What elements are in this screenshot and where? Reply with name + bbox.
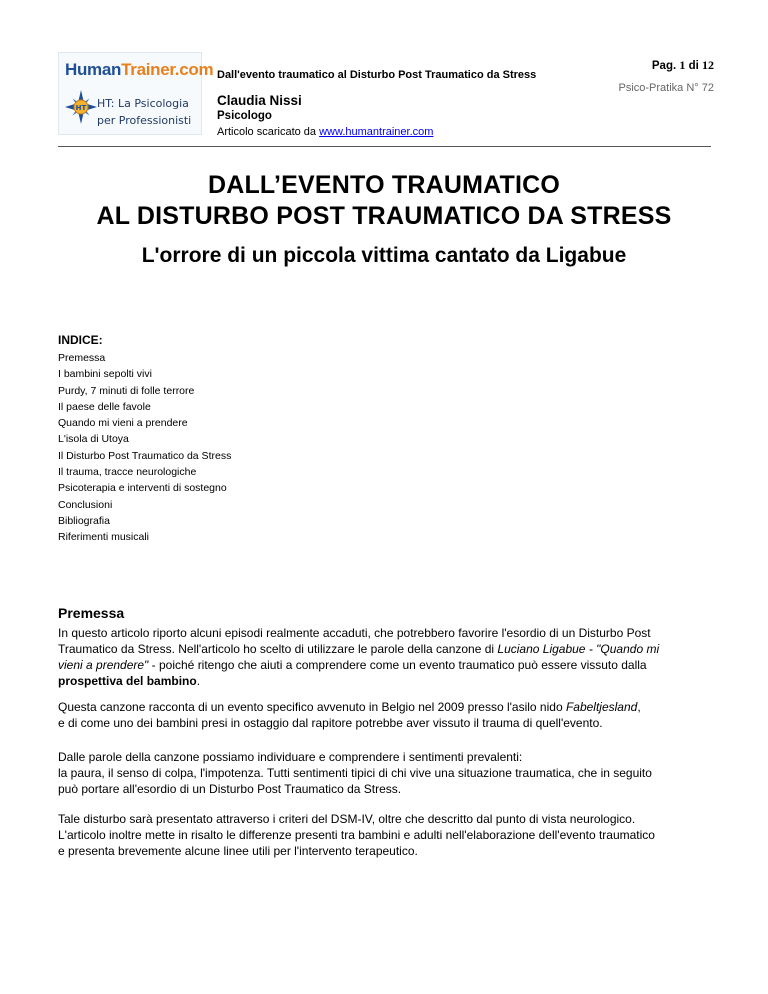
paragraph-3: Dalle parole della canzone possiamo individuare e comprendere i sentimenti prevalenti: la paura, il senso di colpa, l'impotenza. Tutti sentimenti tipici di chi vive una situazione traumatica, che in seguito può portare all'esordio di un Disturbo Post Traumatico da Stress. xyxy=(58,750,652,796)
logo-star-letters: HT xyxy=(75,104,87,112)
logo-wordmark: HumanTrainer.com xyxy=(65,60,214,79)
index-list xyxy=(58,350,231,546)
index-item[interactable]: Il Disturbo Post Traumatico da Stress xyxy=(58,449,232,462)
index-item[interactable]: Premessa xyxy=(58,352,106,364)
logo-tagline: HT: La Psicologia per Professionisti xyxy=(97,97,192,127)
download-link[interactable]: www.humantrainer.com xyxy=(319,126,434,138)
running-title: Dall'evento traumatico al Disturbo Post Traumatico da Stress xyxy=(217,69,537,81)
compass-star-icon xyxy=(63,89,99,125)
section-heading-premessa: Premessa xyxy=(58,605,125,621)
page-number: Pag. 1 di 12 xyxy=(651,58,714,72)
index-item[interactable]: Purdy, 7 minuti di folle terrore xyxy=(58,384,195,397)
index-item[interactable]: Riferimenti musicali xyxy=(58,531,150,544)
subtitle: L'orrore di un piccola vittima cantato da Ligabue xyxy=(141,244,627,267)
paragraph-4: Tale disturbo sarà presentato attraverso i criteri del DSM-IV, oltre che descritto dal punto di vista neurologico. L'articolo inoltre mette in risalto le differenze presenti tra bambini e adulti nell'elaborazione dell'evento traumatico e presenta brevemente alcune linee utili per l'intervento terapeutico. xyxy=(58,812,655,858)
index-item[interactable]: I bambini sepolti vivi xyxy=(58,368,152,381)
author-name: Claudia Nissi xyxy=(217,93,302,108)
index-item[interactable]: Bibliografia xyxy=(58,514,110,527)
author-role: Psicologo xyxy=(217,110,272,122)
index-heading: INDICE: xyxy=(58,333,103,347)
site-logo[interactable] xyxy=(58,52,214,135)
main-title-line-1: DALL’EVENTO TRAUMATICO xyxy=(207,171,561,199)
main-title-line-2: AL DISTURBO POST TRAUMATICO DA STRESS xyxy=(96,202,672,230)
index-item[interactable]: Conclusioni xyxy=(58,498,113,511)
index-item[interactable]: Psicoterapia e interventi di sostegno xyxy=(58,482,227,495)
index-item[interactable]: Il trauma, tracce neurologiche xyxy=(58,466,197,479)
paragraph-1: In questo articolo riporto alcuni episodi realmente accaduti, che potrebbero favorire l'esordio di un Disturbo Post Traumatico da Stress. Nell'articolo ho scelto di utilizzare le parole della canzone di Luciano Ligabue - "Quando mi vieni a prendere" - poiché ritengo che aiuti a comprendere come un evento traumatico può essere vissuto dalla prospettiva del bambino. xyxy=(58,626,660,688)
download-note: Articolo scaricato da www.humantrainer.com xyxy=(217,126,434,138)
paragraph-2: Questa canzone racconta di un evento specifico avvenuto in Belgio nel 2009 presso l'asilo nido Fabeltjesland, e di come uno dei bambini presi in ostaggio dal rapitore potrebbe aver vissuto il trauma di quell'evento. xyxy=(58,700,641,730)
series-label: Psico-Pratika N° 72 xyxy=(618,82,714,94)
index-item[interactable]: L'isola di Utoya xyxy=(58,433,129,446)
header-divider xyxy=(58,146,711,147)
index-item[interactable]: Quando mi vieni a prendere xyxy=(58,417,188,430)
index-item[interactable]: Il paese delle favole xyxy=(58,400,151,413)
